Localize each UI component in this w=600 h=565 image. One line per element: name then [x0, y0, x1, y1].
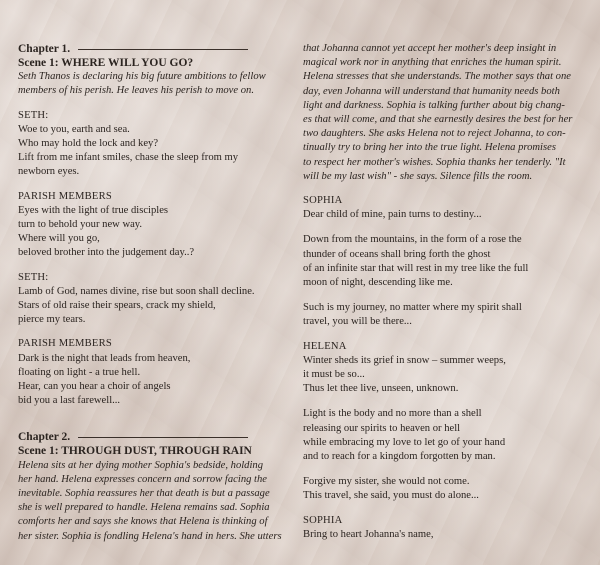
synopsis-line: to respect her mother's wishes. Sophia thanks her tenderly. "It	[303, 156, 566, 168]
chapter-2-scene-title: Scene 1: THROUGH DUST, THROUGH RAIN	[18, 445, 252, 458]
chapter-2-rule	[78, 437, 248, 438]
lyric-line: Down from the mountains, in the form of a rose the	[303, 234, 522, 246]
synopsis-line: her hand. Helena expresses concern and sorrow facing the	[18, 473, 268, 485]
lyric-line: Forgive my sister, she would not come.	[303, 476, 470, 488]
chapter-1-title: Chapter 1.	[18, 42, 71, 55]
lyric-line: while embracing my love to let go of your hand	[303, 436, 506, 448]
chapter-2-synopsis-continued	[303, 42, 573, 184]
synopsis-line: tinually try to bring her into the true light. Helena promises	[303, 142, 556, 154]
lyric-block	[18, 285, 288, 328]
lyric-line: floating on light - a true hell.	[18, 366, 141, 378]
synopsis-line: members of his perish. He leaves his perish to move on.	[18, 85, 254, 97]
chapter-2-synopsis	[18, 459, 288, 544]
lyric-line: releasing our spirits to heaven or hell	[303, 422, 461, 434]
lyric-line: moon of night, descending like me.	[303, 277, 453, 289]
right-column	[303, 42, 573, 542]
synopsis-line: will be my last wish" - she says. Silence fills the room.	[303, 170, 533, 182]
lyric-block	[18, 204, 288, 261]
lyric-line: Woe to you, earth and sea.	[18, 123, 130, 135]
lyric-line: Who may hold the lock and key?	[18, 138, 159, 150]
lyric-line: Eyes with the light of true disciples	[18, 204, 169, 216]
lyric-line: Winter sheds its grief in snow – summer weeps,	[303, 354, 506, 366]
lyric-line: pierce my tears.	[18, 314, 86, 326]
lyric-line: Bring to heart Johanna's name,	[303, 528, 434, 540]
chapter-1-scene-title: Scene 1: WHERE WILL YOU GO?	[18, 57, 194, 69]
lyric-block	[18, 123, 288, 180]
lyric-line: Where will you go,	[18, 233, 100, 245]
lyric-line: Stars of old raise their spears, crack my shield,	[18, 300, 216, 312]
chapter-2-heading	[18, 430, 288, 444]
lyric-line: travel, you will be there...	[303, 316, 412, 328]
synopsis-line: that Johanna cannot yet accept her mother's deep insight in	[303, 43, 557, 54]
lyric-line: it must be so...	[303, 369, 365, 381]
lyric-line: Lift from me infant smiles, chase the sleep from my	[18, 152, 239, 164]
lyric-line: This travel, she said, you must do alone...	[303, 490, 479, 502]
lyric-line: thunder of oceans shall bring forth the ghost	[303, 248, 491, 260]
synopsis-line: Helena sits at her dying mother Sophia's bedside, holding	[18, 459, 264, 471]
speaker-seth: SETH:	[18, 271, 49, 283]
speaker-sophia: SOPHIA	[303, 514, 343, 526]
synopsis-line: magical work nor in anything that enriches the human spirit.	[303, 57, 562, 69]
lyric-line: newborn eyes.	[18, 166, 80, 178]
lyric-block	[303, 354, 573, 504]
lyric-block	[18, 352, 288, 409]
synopsis-line: Helena stresses that she understands. The mother says that one	[303, 71, 571, 83]
lyric-line: Dear child of mine, pain turns to destiny...	[303, 209, 482, 221]
synopsis-line: two daughters. She asks Helena not to reject Johanna, to con-	[303, 128, 566, 140]
lyric-line: bid you a last farewell...	[18, 395, 121, 407]
lyric-line: beloved brother into the judgement day..?	[18, 247, 195, 259]
lyric-line: Lamb of God, names divine, rise but soon shall decline.	[18, 285, 255, 297]
lyric-block	[303, 528, 573, 542]
speaker-helena: HELENA	[303, 340, 347, 352]
synopsis-line: light and darkness. Sophia is talking further about big chang-	[303, 99, 565, 111]
speaker-parish-members: PARISH MEMBERS	[18, 338, 112, 350]
synopsis-line: Seth Thanos is declaring his big future ambitions to fellow	[18, 71, 266, 83]
synopsis-line: she is well prepared to handle. Helena remains sad. Sophia	[18, 502, 270, 514]
lyric-block	[303, 208, 573, 329]
lyric-line: Light is the body and no more than a shell	[303, 408, 482, 420]
lyric-line: turn to behold your new way.	[18, 219, 143, 231]
lyric-line: Such is my journey, no matter where my spirit shall	[303, 302, 522, 314]
synopsis-line: es that will come, and that she earnestly desires the best for her	[303, 114, 573, 126]
speaker-parish-members: PARISH MEMBERS	[18, 190, 112, 202]
speaker-sophia: SOPHIA	[303, 195, 343, 207]
lyric-line: Dark is the night that leads from heaven,	[18, 352, 191, 364]
synopsis-line: inevitable. Sophia reassures her that death is but a passage	[18, 488, 270, 500]
chapter-2-title: Chapter 2.	[18, 431, 71, 444]
synopsis-line: her sister. Sophia is fondling Helena's hand in hers. She utters	[18, 530, 282, 542]
synopsis-line: day, even Johanna will understand that humanity needs both	[303, 85, 560, 97]
chapter-1-heading	[18, 42, 288, 56]
left-column	[18, 42, 288, 544]
speaker-seth: SETH:	[18, 109, 49, 121]
lyric-line: of an infinite star that will rest in my tree like the full	[303, 262, 529, 274]
synopsis-line: comforts her and says she knows that Helena is thinking of	[18, 516, 268, 528]
chapter-1-synopsis	[18, 70, 288, 98]
lyric-line: Thus let thee live, unseen, unknown.	[303, 383, 459, 395]
chapter-1-rule	[78, 49, 248, 50]
lyric-line: Hear, can you hear a choir of angels	[18, 381, 171, 393]
lyric-line: and to reach for a kingdom forgotten by man.	[303, 451, 496, 463]
